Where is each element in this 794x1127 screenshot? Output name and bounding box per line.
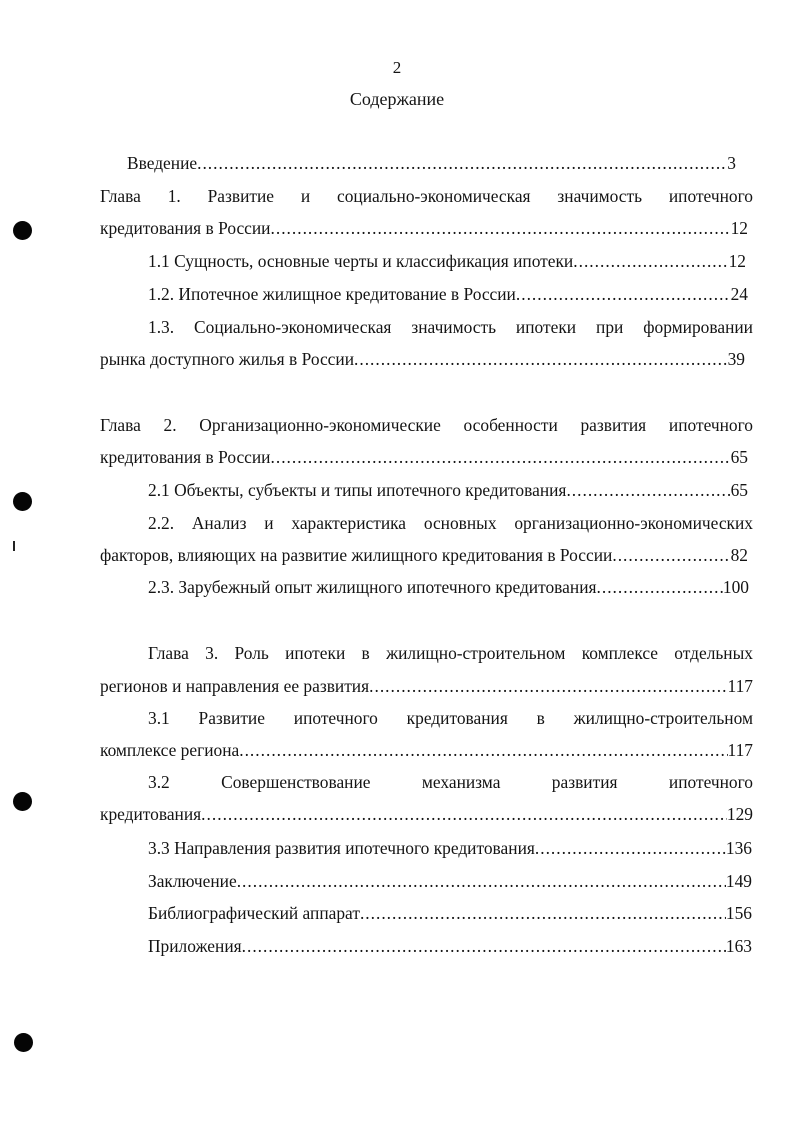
dot-leader <box>271 446 731 468</box>
toc-entry-label: Заключение <box>148 871 237 891</box>
toc-entry-label: Введение <box>127 153 198 173</box>
toc-entry-chapter-3[interactable] <box>100 675 753 697</box>
toc-entry-3-1[interactable] <box>100 739 753 761</box>
dot-leader <box>360 902 726 924</box>
dot-leader <box>354 348 728 370</box>
toc-entry-label: комплексе региона <box>100 740 240 760</box>
toc-entry-2-2[interactable] <box>100 544 748 566</box>
dot-leader <box>242 935 726 957</box>
dot-leader <box>239 739 727 761</box>
binder-hole <box>13 492 32 511</box>
toc-entry-page: 65 <box>730 447 748 467</box>
binder-hole <box>13 221 32 240</box>
toc-entry-1-3-heading[interactable]: 1.3. Социально-экономическая значимость ипотеки при формировании <box>148 317 753 337</box>
toc-entry-1-2[interactable] <box>148 283 748 305</box>
dot-leader <box>516 283 731 305</box>
toc-entry-3-1-heading[interactable]: 3.1 Развитие ипотечного кредитования в жилищно-строительном <box>148 708 753 728</box>
dot-leader <box>197 152 727 174</box>
toc-chapter-3-heading[interactable]: Глава 3. Роль ипотеки в жилищно-строительном комплексе отдельных <box>148 643 753 663</box>
toc-entry-label: кредитования в России <box>100 447 271 467</box>
toc-entry-label: 3.3 Направления развития ипотечного кредитования <box>148 838 535 858</box>
toc-entry-conclusion[interactable] <box>148 870 752 892</box>
dot-leader <box>271 217 731 239</box>
scan-mark <box>13 541 15 551</box>
toc-entry-page: 156 <box>725 903 752 923</box>
toc-entry-chapter-2[interactable] <box>100 446 748 468</box>
toc-entry-2-3[interactable] <box>148 576 749 598</box>
toc-entry-page: 136 <box>725 838 752 858</box>
toc-entry-chapter-1[interactable] <box>100 217 748 239</box>
toc-entry-page: 117 <box>727 740 753 760</box>
dot-leader <box>201 803 727 825</box>
dot-leader <box>612 544 730 566</box>
toc-entry-label: 1.1 Сущность, основные черты и классификация ипотеки <box>148 251 574 271</box>
toc-entry-page: 129 <box>726 804 753 824</box>
toc-entry-3-3[interactable] <box>148 837 752 859</box>
toc-entry-page: 24 <box>730 284 748 304</box>
toc-entry-label: Приложения <box>148 936 242 956</box>
toc-entry-2-1[interactable] <box>148 479 748 501</box>
toc-entry-label: регионов и направления ее развития <box>100 676 370 696</box>
toc-entry-label: 2.1 Объекты, субъекты и типы ипотечного кредитования <box>148 480 567 500</box>
binder-hole <box>14 1033 33 1052</box>
toc-entry-label: Библиографический аппарат <box>148 903 360 923</box>
toc-entry-appendices[interactable] <box>148 935 752 957</box>
toc-entry-intro[interactable] <box>127 152 736 174</box>
toc-entry-label: рынка доступного жилья в России <box>100 349 355 369</box>
toc-entry-page: 3 <box>727 153 736 173</box>
toc-entry-label: 2.3. Зарубежный опыт жилищного ипотечного кредитования <box>148 577 597 597</box>
toc-entry-2-2-heading[interactable]: 2.2. Анализ и характеристика основных организационно-экономических <box>148 513 753 533</box>
dot-leader <box>566 479 730 501</box>
toc-entry-page: 12 <box>730 218 748 238</box>
toc-entry-page: 100 <box>722 577 749 597</box>
toc-chapter-2-heading[interactable]: Глава 2. Организационно-экономические особенности развития ипотечного <box>100 415 753 435</box>
dot-leader <box>573 250 728 272</box>
toc-entry-label: кредитования в России <box>100 218 271 238</box>
toc-entry-page: 12 <box>728 251 746 271</box>
toc-entry-1-1[interactable] <box>148 250 746 272</box>
toc-entry-label: 1.2. Ипотечное жилищное кредитование в России <box>148 284 516 304</box>
toc-entry-page: 39 <box>727 349 745 369</box>
binder-hole <box>13 792 32 811</box>
toc-entry-bibliography[interactable] <box>148 902 752 924</box>
toc-entry-3-2-heading[interactable]: 3.2 Совершенствование механизма развития ипотечного <box>148 772 753 792</box>
toc-entry-page: 149 <box>725 871 752 891</box>
toc-entry-label: кредитования <box>100 804 202 824</box>
toc-entry-page: 82 <box>730 545 748 565</box>
dot-leader <box>237 870 726 892</box>
page-number: 2 <box>392 58 402 77</box>
toc-entry-page: 163 <box>725 936 752 956</box>
dot-leader <box>369 675 727 697</box>
toc-entry-page: 117 <box>727 676 753 696</box>
toc-entry-label: факторов, влияющих на развитие жилищного кредитования в России <box>100 545 613 565</box>
page-title: Содержание <box>349 89 445 109</box>
toc-chapter-1-heading[interactable]: Глава 1. Развитие и социально-экономическая значимость ипотечного <box>100 186 753 206</box>
toc-entry-3-2[interactable] <box>100 803 753 825</box>
toc-entry-1-3[interactable] <box>100 348 745 370</box>
toc-entry-page: 65 <box>730 480 748 500</box>
dot-leader <box>597 576 723 598</box>
dot-leader <box>535 837 726 859</box>
